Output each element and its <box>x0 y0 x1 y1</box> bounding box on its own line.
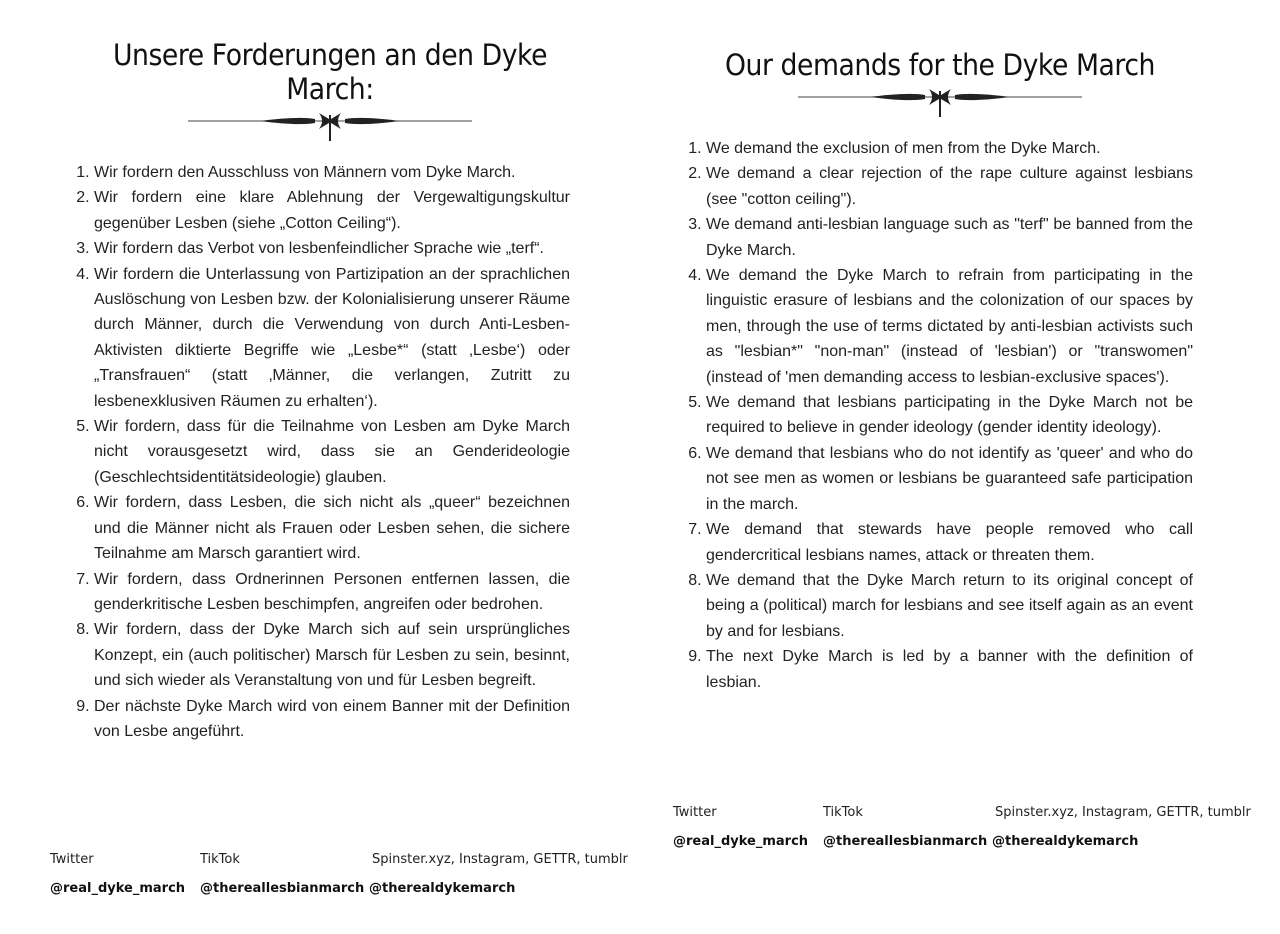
german-title: Unsere Forderungen an den Dyke March: <box>112 38 548 106</box>
english-demands-list <box>680 136 1193 695</box>
twitter-handle[interactable]: @real_dyke_march <box>673 834 809 849</box>
list-item: 8. Wir fordern, dass der Dyke March sich auf sein ursprüngliches Konzept, ein (auch politischer) Marsch für Lesben zu sein, besinnt, und sich wieder als Veranstaltung von und für Lesben begreift. <box>94 617 570 693</box>
list-item: 7. We demand that stewards have people removed who call gendercritical lesbians names, attack or threaten them. <box>706 517 1193 568</box>
list-item: 8. We demand that the Dyke March return to its original concept of being a (political) march for lesbians and see itself again as an event by and for lesbians. <box>706 568 1193 644</box>
list-item: 5. We demand that lesbians participating in the Dyke March not be required to believe in gender ideology (gender identity ideology). <box>706 390 1193 441</box>
tiktok-handle[interactable]: @thereallesbianmarch <box>200 881 365 896</box>
german-social-footer <box>50 852 630 902</box>
list-item: 6. We demand that lesbians who do not identify as 'queer' and who do not see men as women or lesbians be guaranteed safe participation in the march. <box>706 441 1193 517</box>
list-item: 5. Wir fordern, dass für die Teilnahme von Lesben am Dyke March nicht vorausgesetzt wird, dass sie an Genderideologie (Geschlechtsidentitätsideologie) glauben. <box>94 414 570 490</box>
twitter-label: Twitter <box>673 805 717 820</box>
tiktok-label: TikTok <box>823 805 863 820</box>
list-item: 7. Wir fordern, dass Ordnerinnen Personen entfernen lassen, die genderkritische Lesben beschimpfen, angreifen oder bedrohen. <box>94 567 570 618</box>
english-title: Our demands for the Dyke March <box>725 48 1155 82</box>
german-demands-list <box>70 160 570 744</box>
other-platforms-handle[interactable]: @therealdykemarch <box>992 834 1139 849</box>
list-item: 6. Wir fordern, dass Lesben, die sich nicht als „queer“ bezeichnen und die Männer nicht als Frauen oder Lesben sehen, die sichere Teilnahme am Marsch garantiert wird. <box>94 490 570 566</box>
double-axe-divider-icon <box>188 112 472 142</box>
twitter-handle[interactable]: @real_dyke_march <box>50 881 186 896</box>
tiktok-handle[interactable]: @thereallesbianmarch <box>823 834 988 849</box>
german-column <box>70 38 590 744</box>
list-item: 2. We demand a clear rejection of the rape culture against lesbians (see "cotton ceiling"). <box>706 161 1193 212</box>
other-platforms-label: Spinster.xyz, Instagram, GETTR, tumblr <box>995 805 1251 820</box>
english-column <box>680 48 1200 695</box>
list-item: 2. Wir fordern eine klare Ablehnung der Vergewaltigungskultur gegenüber Lesben (siehe „Cotton Ceiling“). <box>94 185 570 236</box>
list-item: 4. We demand the Dyke March to refrain from participating in the linguistic erasure of lesbians and the colonization of our spaces by men, through the use of terms dictated by anti-lesbian activists such as "lesbian*" "non-man" (instead of 'lesbian') or "transwomen" (instead of 'men demanding access to lesbian-exclusive spaces'). <box>706 263 1193 390</box>
double-axe-divider-icon <box>798 88 1082 118</box>
other-platforms-handle[interactable]: @therealdykemarch <box>369 881 516 896</box>
list-item: 4. Wir fordern die Unterlassung von Partizipation an der sprachlichen Auslöschung von Lesben bzw. der Kolonialisierung unserer Räume durch Männer, durch die Verwendung von durch Anti-Lesben-Aktivisten diktierte Begriffe wie „Lesbe*“ (statt ‚Lesbe‘) oder „Transfrauen“ (statt ‚Männer, die verlangen, Zutritt zu lesbenexklusiven Räumen zu erhalten‘). <box>94 262 570 414</box>
list-item: 9. Der nächste Dyke March wird von einem Banner mit der Definition von Lesbe angeführt. <box>94 694 570 745</box>
other-platforms-label: Spinster.xyz, Instagram, GETTR, tumblr <box>372 852 628 867</box>
twitter-label: Twitter <box>50 852 94 867</box>
list-item: 1. We demand the exclusion of men from the Dyke March. <box>706 136 1193 161</box>
list-item: 3. We demand anti-lesbian language such as "terf" be banned from the Dyke March. <box>706 212 1193 263</box>
list-item: 3. Wir fordern das Verbot von lesbenfeindlicher Sprache wie „terf“. <box>94 236 570 261</box>
list-item: 9. The next Dyke March is led by a banner with the definition of lesbian. <box>706 644 1193 695</box>
english-social-footer <box>673 805 1253 855</box>
list-item: 1. Wir fordern den Ausschluss von Männern vom Dyke March. <box>94 160 570 185</box>
tiktok-label: TikTok <box>200 852 240 867</box>
